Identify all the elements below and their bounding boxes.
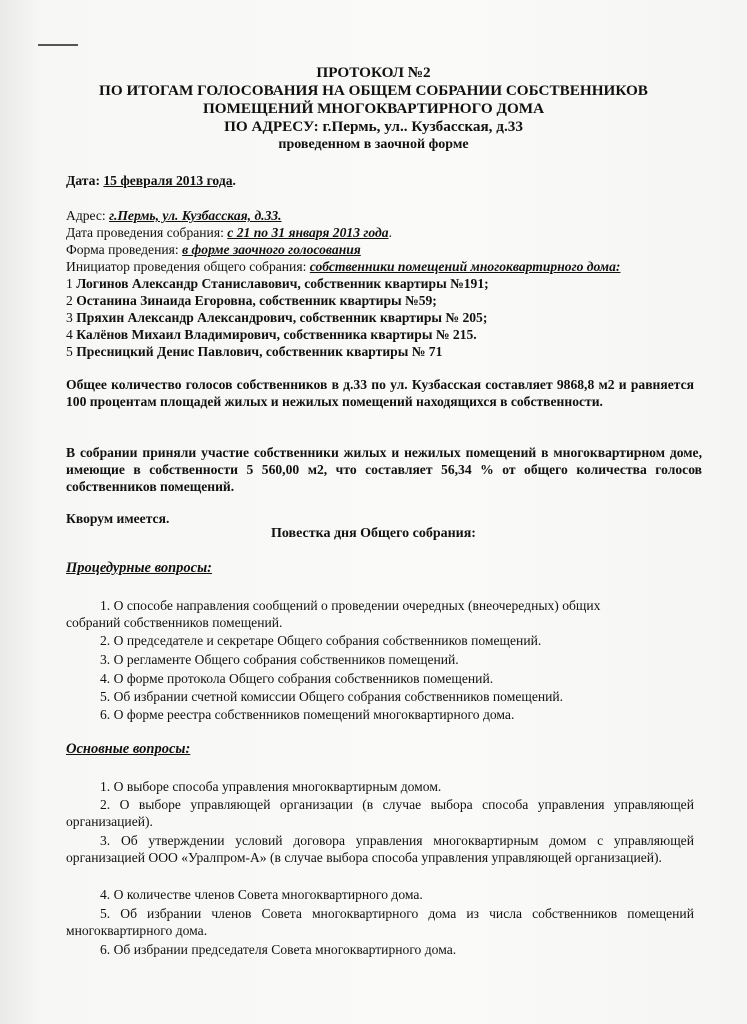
initiator-value: собственники помещений многоквартирного дома: xyxy=(309,259,621,274)
procedural-item: 4. О форме протокола Общего собрания собственников помещений. xyxy=(100,671,494,686)
initiator-item: 2 Останина Зинаида Егоровна, собственник квартиры №59; xyxy=(66,293,437,308)
date-value: 15 февраля 2013 года xyxy=(103,173,233,188)
main-question-item: 6. Об избрании председателя Совета многоквартирного дома. xyxy=(100,942,457,957)
date-label: Дата: xyxy=(66,173,100,188)
participation-paragraph: В собрании приняли участие собственники жилых и нежилых помещений в многоквартирном доме, имеющие в собственности 5 560,00 м2, что составляет 56,34 % от общего количества голосов собственников помещений. xyxy=(66,445,702,494)
procedural-item: 2. О председателе и секретаре Общего собрания собственников помещений. xyxy=(100,633,542,648)
dates-suffix: . xyxy=(388,225,392,240)
form-value: в форме заочного голосования xyxy=(182,242,361,257)
procedural-item: 6. О форме реестра собственников помещений многоквартирного дома. xyxy=(100,707,515,722)
initiator-row xyxy=(66,259,620,275)
scan-mark xyxy=(38,44,78,46)
form-row xyxy=(66,242,361,258)
main-questions-heading: Основные вопросы: xyxy=(66,741,191,757)
dates-label: Дата проведения собрания: xyxy=(66,225,224,240)
date-suffix: . xyxy=(232,173,236,188)
initiator-item: 5 Пресницкий Денис Павлович, собственник квартиры № 71 xyxy=(66,344,443,359)
initiator-item: 1 Логинов Александр Станиславович, собственник квартиры №191; xyxy=(66,276,489,291)
address-row xyxy=(66,208,282,224)
procedural-heading: Процедурные вопросы: xyxy=(66,560,213,576)
initiator-item: 4 Калёнов Михаил Владимирович, собственника квартиры № 215. xyxy=(66,327,477,342)
main-question-item: 4. О количестве членов Совета многоквартирного дома. xyxy=(100,887,423,902)
procedural-item: 3. О регламенте Общего собрания собственников помещений. xyxy=(100,652,459,667)
main-question-item: 5. Об избрании членов Совета многоквартирного дома из числа собственников помещений многоквартирного дома. xyxy=(66,906,694,938)
procedural-item: 5. Об избрании счетной комиссии Общего собрания собственников помещений. xyxy=(100,689,564,704)
procedural-item: 1. О способе направления сообщений о проведении очередных (внеочередных) общих xyxy=(100,598,601,613)
address-value: г.Пермь, ул. Кузбасская, д.33. xyxy=(109,208,282,223)
protocol-form-line: проведенном в заочной форме xyxy=(278,137,469,152)
dates-value: с 21 по 31 января 2013 года xyxy=(227,225,389,240)
protocol-address-line: ПО АДРЕСУ: г.Пермь, ул.. Кузбасская, д.33 xyxy=(224,118,523,135)
initiator-item: 3 Пряхин Александр Александрович, собственник квартиры № 205; xyxy=(66,310,488,325)
initiator-label: Инициатор проведения общего собрания: xyxy=(66,259,307,274)
protocol-title-line-1: ПО ИТОГАМ ГОЛОСОВАНИЯ НА ОБЩЕМ СОБРАНИИ СОБСТВЕННИКОВ xyxy=(99,82,648,99)
procedural-item-continued: собраний собственников помещений. xyxy=(66,615,283,630)
protocol-title-line-2: ПОМЕЩЕНИЙ МНОГОКВАРТИРНОГО ДОМА xyxy=(202,100,545,117)
main-question-item: 1. О выборе способа управления многоквартирным домом. xyxy=(100,779,442,794)
address-label: Адрес: xyxy=(66,208,106,223)
quorum-text: Кворум имеется. xyxy=(66,511,170,526)
protocol-number: ПРОТОКОЛ №2 xyxy=(316,64,431,81)
total-votes-paragraph: Общее количество голосов собственников в д.33 по ул. Кузбасская составляет 9868,8 м2 и равняется 100 процентам площадей жилых и нежилых помещений находящихся в собственности. xyxy=(66,377,694,409)
form-label: Форма проведения: xyxy=(66,242,179,257)
main-question-item: 3. Об утверждении условий договора управления многоквартирным домом с управляющей организацией ООО «Уралпром-А» (в случае выбора способа управления управляющей организацией). xyxy=(66,833,694,865)
main-question-item: 2. О выборе управляющей организации (в случае выбора способа управления управляющей организацией). xyxy=(66,797,694,829)
meeting-date xyxy=(66,173,236,189)
agenda-title: Повестка дня Общего собрания: xyxy=(271,526,476,541)
dates-row xyxy=(66,225,392,241)
